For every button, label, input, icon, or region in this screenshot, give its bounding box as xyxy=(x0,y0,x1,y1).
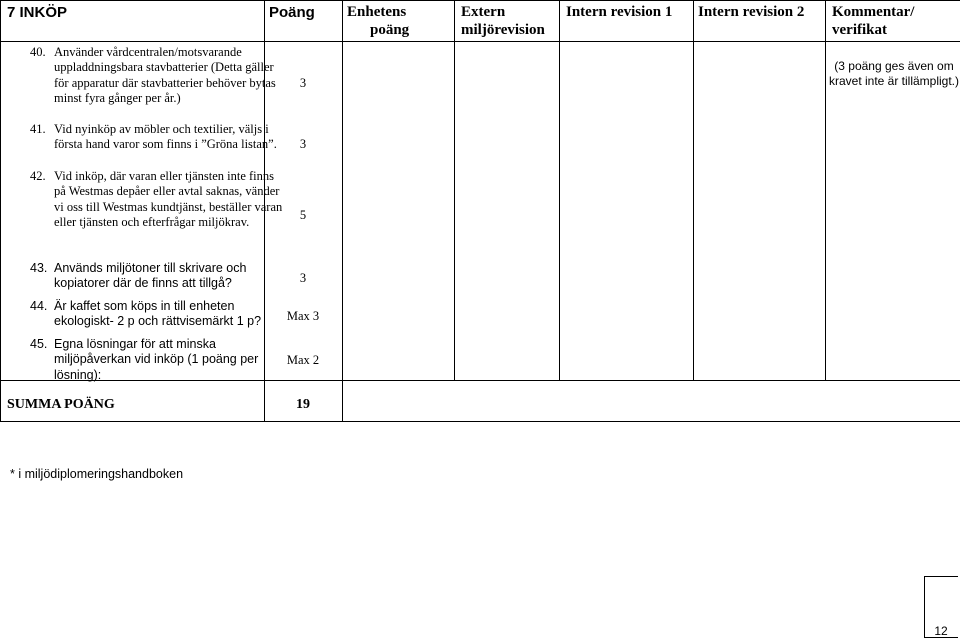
points-45: Max 2 xyxy=(286,353,320,367)
question-text: Vid inköp, där varan eller tjänsten inte finns på Westmas depåer eller avtal saknas, vänder vi oss till Westmas kundtjänst, beställer varan eller tjänsten och efterfrågar miljökrav. xyxy=(54,169,283,230)
summa-label: SUMMA POÄNG xyxy=(7,397,115,412)
points-41: 3 xyxy=(299,137,307,151)
points-44: Max 3 xyxy=(286,309,320,323)
question-text: Vid nyinköp av möbler och textilier, väljs i första hand varor som finns i ”Gröna listan”. xyxy=(54,122,277,152)
question-number: 44. xyxy=(30,299,48,313)
points-42: 5 xyxy=(299,208,307,222)
col-divider xyxy=(693,1,694,381)
question-number: 43. xyxy=(30,261,48,275)
question-text: Använder vårdcentralen/motsvarande uppladdningsbara stavbatterier (Detta gäller för apparatur där stavbatterier behöver bytas minst fyra gånger per år.) xyxy=(54,45,276,106)
question-number: 41. xyxy=(30,122,46,136)
col-divider xyxy=(454,1,455,381)
header-extern-2: miljörevision xyxy=(461,22,545,38)
row-divider xyxy=(1,41,454,42)
header-enhetens: Enhetens xyxy=(347,4,407,20)
question-number: 40. xyxy=(30,45,46,59)
question-number: 45. xyxy=(30,337,48,351)
row-divider xyxy=(454,41,960,42)
question-text: Används miljötoner till skrivare och kopiatorer där de finns att tillgå? xyxy=(54,261,247,291)
header-poang: Poäng xyxy=(269,4,315,21)
points-43: 3 xyxy=(299,271,307,285)
section-title: 7 INKÖP xyxy=(7,4,68,21)
page-number: 12 xyxy=(934,624,948,638)
header-kommentar-2: verifikat xyxy=(832,22,887,38)
col-divider xyxy=(559,1,560,381)
header-enhetens-2: poäng xyxy=(370,22,410,38)
col-divider xyxy=(342,1,343,421)
comment-q40: (3 poäng ges även om kravet inte är tillämpligt.) xyxy=(828,59,960,88)
footnote: * i miljödiplomeringshandboken xyxy=(10,467,184,481)
question-number: 42. xyxy=(30,169,46,183)
header-kommentar: Kommentar/ xyxy=(832,4,915,20)
question-text: Egna lösningar för att minska miljöpåverkan vid inköp (1 poäng per lösning): xyxy=(54,337,259,382)
col-divider xyxy=(825,1,826,381)
header-intern-2: Intern revision 2 xyxy=(698,4,805,20)
question-text: Är kaffet som köps in till enheten ekologiskt- 2 p och rättvisemärkt 1 p? xyxy=(54,299,262,329)
header-extern: Extern xyxy=(461,4,506,20)
points-40: 3 xyxy=(299,76,307,90)
summa-value: 19 xyxy=(296,397,310,412)
header-intern-1: Intern revision 1 xyxy=(566,4,673,20)
